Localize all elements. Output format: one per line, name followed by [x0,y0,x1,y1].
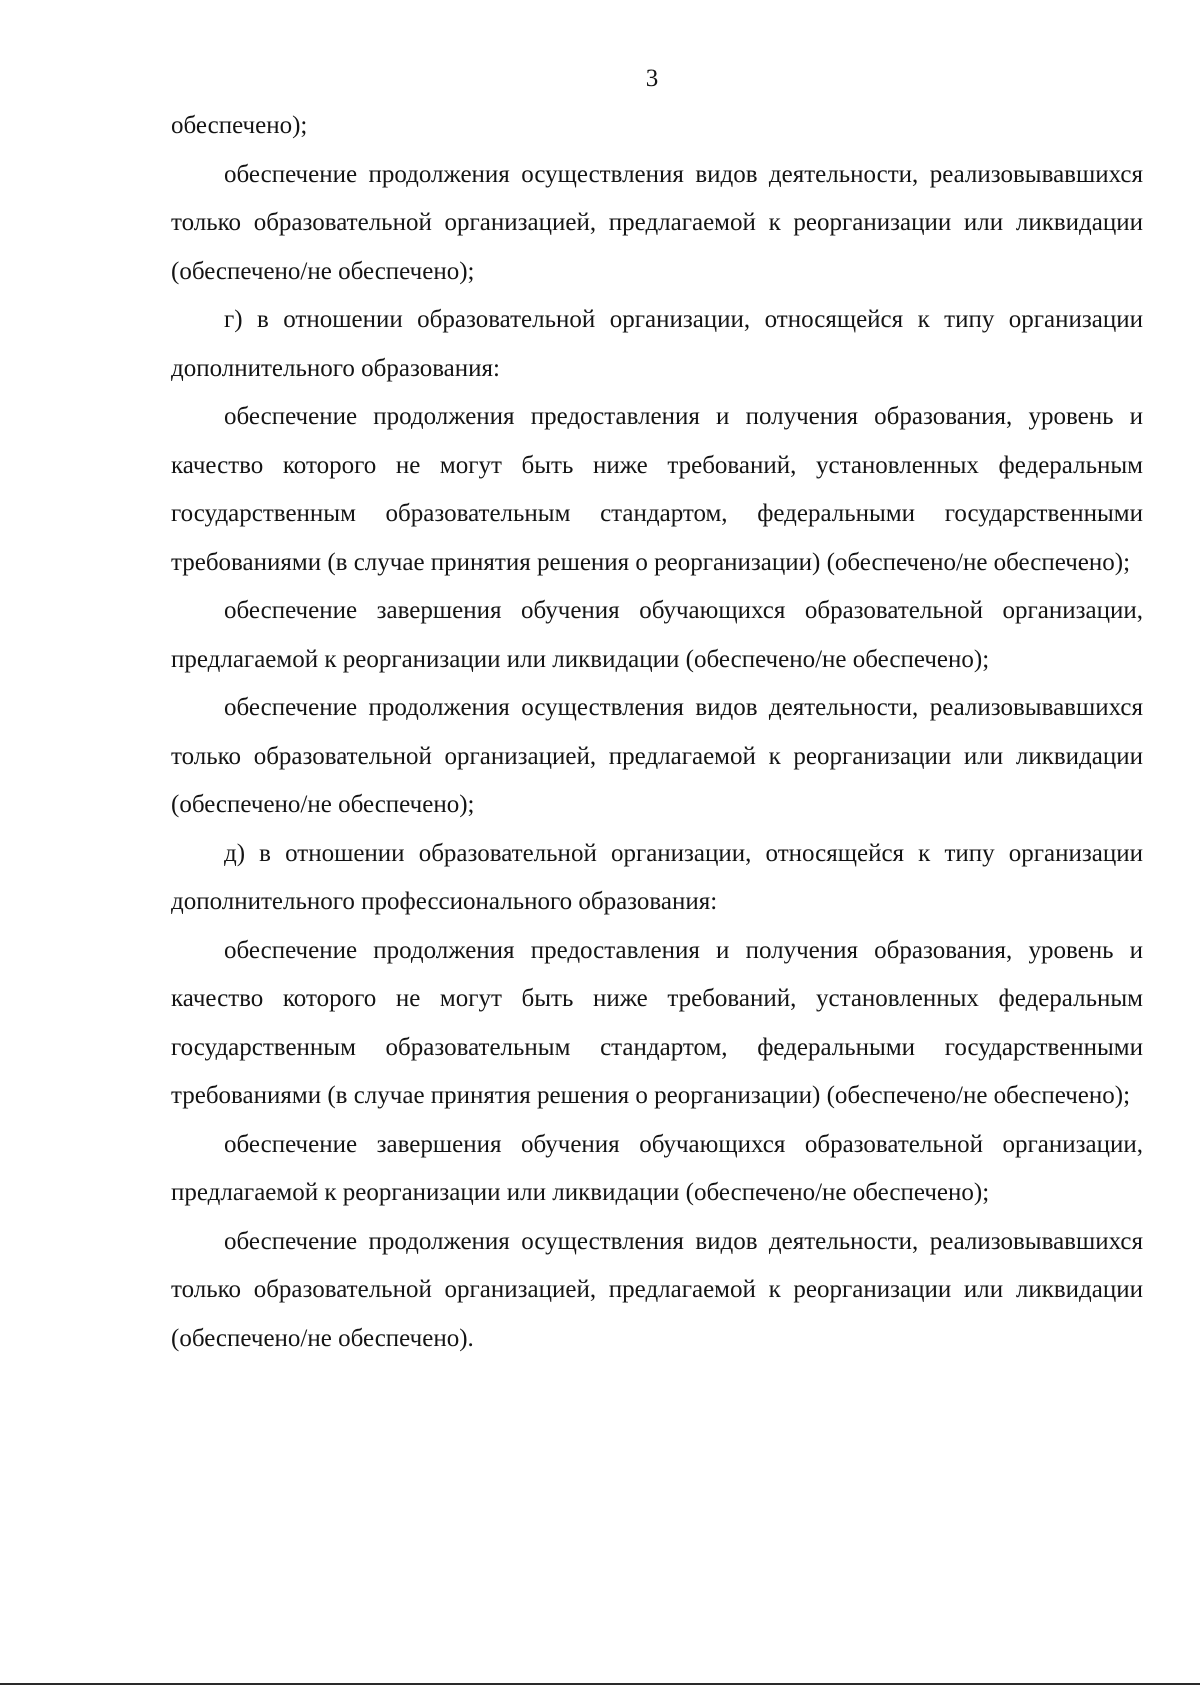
paragraph: обеспечение продолжения осуществления видов деятельности, реализовывавшихся только образовательной организацией, предлагаемой к реорганизации или ликвидации (обеспечено/не обеспечено); [171,160,1143,285]
paragraph-clause-d: д) в отношении образовательной организации, относящейся к типу организации дополнительного профессионального образования: [171,839,1143,915]
document-body [171,102,1143,1363]
paragraph: обеспечение продолжения осуществления видов деятельности, реализовывавшихся только образовательной организацией, предлагаемой к реорганизации или ликвидации (обеспечено/не обеспечено); [171,694,1143,818]
paragraph: обеспечение продолжения предоставления и получения образования, уровень и качество которого не могут быть ниже требований, установленных федеральным государственным образовательным стандартом, федеральными государственными требованиями (в случае принятия решения о реорганизации) (обеспечено/не обеспечено); [171,403,1143,576]
page-number: 3 [645,65,659,92]
paragraph-clause-g: г) в отношении образовательной организации, относящейся к типу организации дополнительного образования: [171,306,1143,382]
paragraph: обеспечение завершения обучения обучающихся образовательной организации, предлагаемой к реорганизации или ликвидации (обеспечено/не обеспечено); [171,1130,1143,1206]
paragraph: обеспечение завершения обучения обучающихся образовательной организации, предлагаемой к реорганизации или ликвидации (обеспечено/не обеспечено); [171,597,1143,673]
page-bottom-rule [0,1683,1200,1685]
paragraph: обеспечение продолжения осуществления видов деятельности, реализовывавшихся только образовательной организацией, предлагаемой к реорганизации или ликвидации (обеспечено/не обеспечено). [171,1227,1143,1352]
paragraph-continuation: обеспечено); [171,112,308,139]
paragraph: обеспечение продолжения предоставления и получения образования, уровень и качество которого не могут быть ниже требований, установленных федеральным государственным образовательным стандартом, федеральными государственными требованиями (в случае принятия решения о реорганизации) (обеспечено/не обеспечено); [171,936,1143,1109]
